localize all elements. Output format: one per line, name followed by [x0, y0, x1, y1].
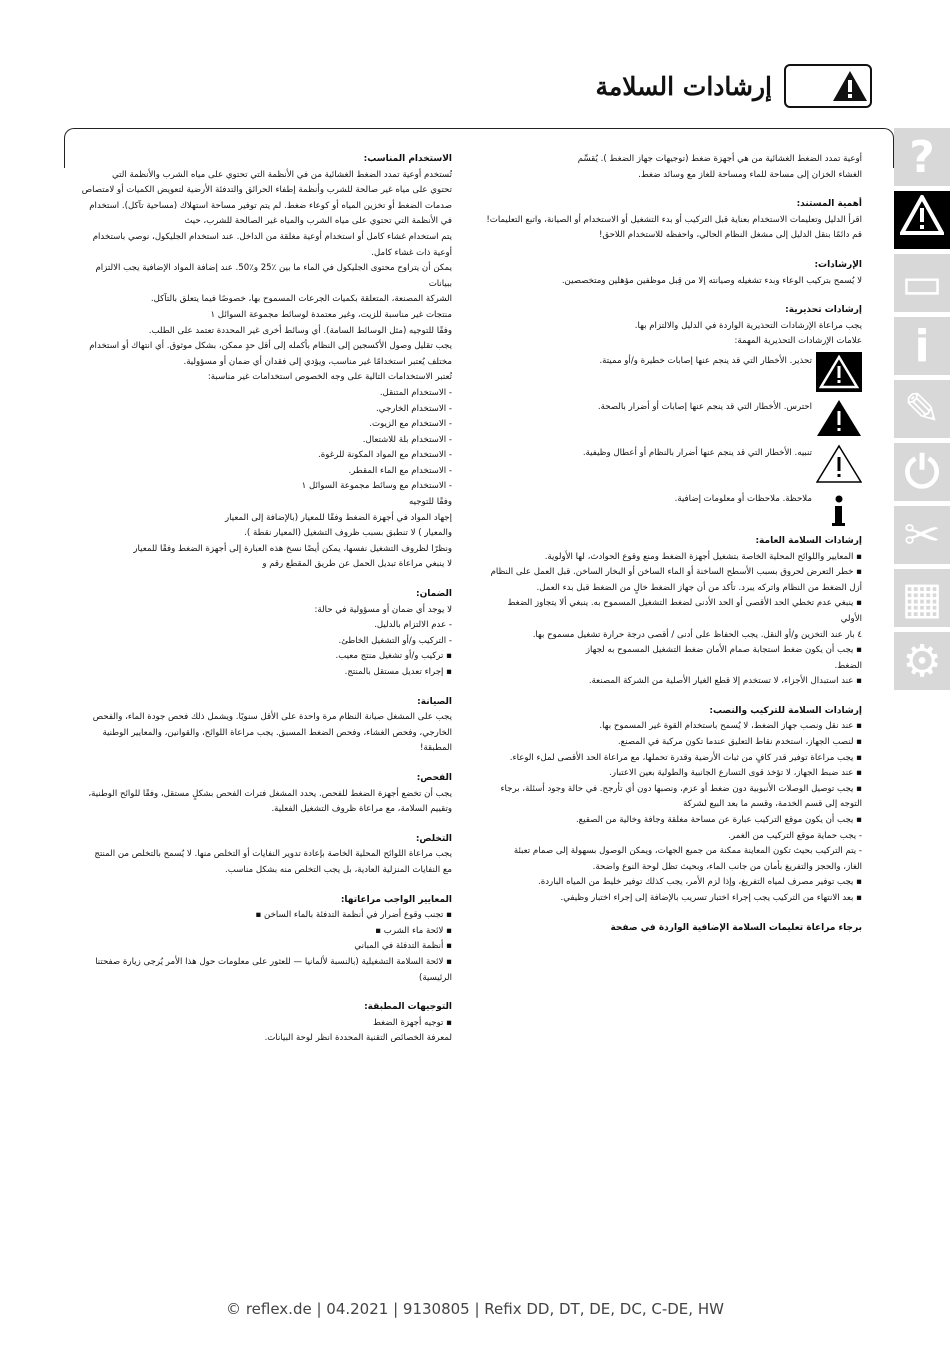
paragraph-line: الضغط.: [834, 660, 862, 671]
paragraph-line: ▪ لائحة السلامة التشغيلية (بالنسبة لألمانيا — للعثور على معلومات حول هذا الأمر يُرجى زيارة صفحتنا: [95, 956, 452, 967]
paragraph-line: ببيانات: [428, 278, 452, 289]
warning-legend-caution: [484, 396, 862, 442]
paragraph-line: ▪ عند استبدال الأجزاء، لا تستخدم إلا قطع الغيار الأصلية من الشركة المصنعة.: [588, 676, 862, 687]
chapter-tabs: [894, 128, 950, 695]
paragraph-line: يجب مراعاة اللوائح المحلية الخاصة بإعادة تدوير النفايات أو التخلص منها. لا يُسمح بالتخلص من المنتج: [94, 849, 452, 860]
paragraph-line: ▪ يجب توفير مصرف لمياه التفريغ، وإذا لزم الأمر، يجب كذلك توفير خليط من المياه الباردة.: [537, 877, 862, 888]
paragraph-line: - يجب حماية موقع التركيب من الغمر.: [728, 830, 862, 841]
intro-text: أوعية تمدد الضغط الغشائية من هي أجهزة ضغط (توجيهات جهاز الضغط ). يُقسِّم: [577, 154, 862, 164]
paragraph-line: الشركة المصنعة، المتعلقة بكميات الجرعات المسموح بها، خصوصًا فيما يتعلق بالتآكل.: [150, 294, 452, 305]
paragraph-line: - يتم التركيب بحيث تكون المعاينة ممكنة من جميع الجهات، ويمكن الوصول بسهولة إلى صمام تعبئة: [513, 846, 862, 857]
danger-icon: [816, 352, 862, 392]
intro-text: الغشاء الخزان إلى مساحة للماء ومساحة للغاز مع وسائد ضغط.: [638, 169, 862, 180]
page-footer: © reflex.de | 04.2021 | 9130805 | Refix DD, DT, DE, DC, C-DE, HW: [226, 1300, 724, 1318]
paragraph-line: في الأنظمة التي تحتوي على مياه الشرب والمياه غير الصالحة للشرب، حيث: [184, 216, 452, 227]
service-icon: ⚙: [902, 635, 942, 687]
paragraph-line: وفقًا للتوجيه: [409, 497, 452, 508]
tools-icon: ✂: [903, 509, 941, 561]
paragraph-line: وتقييم السلامة، مع مراعاة ظروف التشغيل الفعلية.: [271, 804, 452, 815]
warning-legend-danger: [484, 350, 862, 396]
legend-text: تنبيه. الأخطار التي قد ينجم عنها أضرار بالنظام أو أعطال وظيفية.: [582, 447, 812, 458]
paragraph-line: يجب أن تخضع أجهزة الضغط للفحص. يحدد المشغل فترات الفحص بشكلٍ مستقل، وفقًا للوائح الوطنية،: [88, 788, 452, 799]
paragraph-line: ▪ تجنب وقوع أضرار في أنظمة التدفئة بالماء الساخن ▪: [255, 910, 452, 921]
left-column: [74, 152, 452, 1047]
warning-icon: [900, 195, 944, 246]
section-heading: الاستخدام المناسب:: [363, 154, 452, 164]
paragraph-line: مختلف يُعتبر استخدامًا غير مناسب، ويؤدي إلى فقدان أي ضمان أو مسؤولية.: [183, 356, 452, 367]
paragraph-line: ▪ المعايير واللوائح المحلية الخاصة بتشغيل أجهزة الضغط ومنع وقوع الحوادث، لها الأولوية.: [544, 551, 862, 562]
paragraph-line: تحتوي على مياه غير صالحة للشرب وأنظمة إطفاء الحرائق والتدفئة الأرضية لتعويض الكميات أو لامتصاص: [81, 185, 452, 196]
paragraph-line: يتم استخدام غشاء كامل أو استخدام أوعية مغلقة من الداخل. عند استخدام الجليكول، نوصي باستخدام: [92, 231, 452, 242]
paragraph-line: - الاستخدام مع الزيوت.: [369, 419, 452, 430]
section-heading: إرشادات السلامة للتركيب والنصب:: [709, 705, 862, 716]
tab-maintenance[interactable]: [894, 506, 950, 564]
tab-install[interactable]: [894, 380, 950, 438]
paragraph-line: - عدم الالتزام بالدليل.: [374, 620, 452, 631]
tab-disposal[interactable]: [894, 569, 950, 627]
right-column: [484, 152, 862, 936]
section-heading: أهمية المستند:: [796, 199, 862, 210]
paragraph-line: الرئيسية): [419, 972, 452, 983]
paragraph-line: ▪ يجب أن يكون موقع التركيب عبارة عن مساحة مغلقة وجافة وخالية من الصقيع.: [575, 815, 862, 826]
paragraph-line: تُستخدم أوعية تمدد الضغط الغشائية من في الأنظمة التي تحتوي على مياه الشرب والأنظمة التي: [112, 169, 452, 180]
paragraph-line: مع النفايات المنزلية العادية، بل يجب التخلص منه بشكل مناسب.: [224, 864, 452, 875]
paragraph-line: تُعتبر الاستخدامات التالية على وجه الخصوص استخدامات غير مناسبة:: [207, 372, 452, 383]
paragraph-line: علامات الإرشادات التحذيرية المهمة:: [734, 336, 862, 347]
paragraph-line: - الاستخدام الخارجي.: [376, 403, 452, 414]
tab-help[interactable]: [894, 128, 950, 186]
legend-text: احترس. الأخطار التي قد ينجم عنها إصابات أو أضرار بالصحة.: [597, 401, 812, 412]
paragraph-line: ▪ عند نقل ونصب جهاز الضغط، لا يُسمح باستخدام القوة غير المسموح بها.: [599, 721, 862, 732]
paragraph-line: يجب على المشغل صيانة النظام مرة واحدة على الأقل سنويًا. ويشمل ذلك فحص جودة الماء، والفحص: [92, 712, 452, 723]
paragraph-line: - الاستخدام مع الماء المقطر.: [348, 465, 452, 476]
paragraph-line: ▪ لنصب الجهاز، استخدم نقاط التعليق عندما تكون مركبة في المصنع.: [617, 737, 862, 748]
tab-operation[interactable]: [894, 443, 950, 501]
page-title: إرشادات السلامة: [595, 72, 772, 101]
tab-service[interactable]: [894, 632, 950, 690]
warning-legend-notice: [484, 442, 862, 488]
paragraph-line: - الاستخدام بلة للاشتعال.: [362, 434, 452, 445]
paragraph-line: الخارجي، وفحص الغشاء، وفحص الضغط المسبق. يجب مراعاة اللوائح، والقوانين، والمعايير الوطنية: [102, 727, 452, 738]
section-heading: المعايير الواجب مراعاتها:: [340, 894, 452, 905]
section-heading: التخلص:: [415, 833, 452, 844]
paragraph-line: قم دائمًا بنقل الدليل إلى مشغل النظام الحالي، واحفظه للاستخدام اللاحق!: [598, 230, 862, 241]
paragraph-line: ▪ توجيه أجهزة الضغط: [372, 1017, 452, 1028]
tab-safety[interactable]: [894, 191, 950, 249]
tab-package[interactable]: [894, 254, 950, 312]
paragraph-line: ▪ بعد الانتهاء من التركيب يجب إجراء اختبار تسريب بالإضافة إلى إجراء اختبار وظيفي.: [560, 893, 862, 903]
paragraph-line: ▪ يجب توصيل الوصلات الأنبوبية دون ضغط أو عزم، ونصبها دون أي تأرجح. في حالة وجود أسئلة، برجاء: [500, 783, 862, 794]
paragraph-line: إجهاد المواد في أجهزة الضغط وفقًا للمعيار (بالإضافة إلى المعيار: [225, 512, 452, 523]
paragraph-line: ▪ عند ضبط الجهاز، لا تؤخذ قوى التسارع الجانبية والطولية بعين الاعتبار.: [609, 768, 862, 779]
paragraph-line: - الاستخدام مع المواد المكونة للرغوة.: [318, 450, 452, 461]
section-heading: إرشادات تحذيرية:: [785, 305, 862, 316]
question-icon: ?: [909, 131, 935, 183]
paragraph-line: المطبقة!: [419, 743, 452, 754]
info-i-icon: [816, 490, 862, 530]
wrench-icon: ✎: [903, 383, 941, 435]
paragraph-line: الغاز، والحجز والتفريغ بأمان من جانب الماء، وبحيث تظل لوحة النوع واضحة.: [592, 861, 862, 872]
power-icon: ⏻: [904, 446, 940, 498]
section-heading: الفحص:: [416, 772, 452, 783]
paragraph-line: أزل الضغط من النظام واتركه يبرد. تأكد من أن جهاز الضغط خالٍ من الضغط قبل بدء العمل.: [536, 582, 862, 593]
paragraph-line: اقرأ الدليل وتعليمات الاستخدام بعناية قبل التركيب أو بدء التشغيل أو الاستخدام أو الصيانة، واتبع التعليمات!: [486, 214, 862, 225]
paragraph-line: لا يُسمح بتركيب الوعاء وبدء تشغيله وصيانته إلا من قِبل موظفين مؤهلين ومتخصصين.: [561, 275, 862, 286]
legend-text: تحذير. الأخطار التي قد ينجم عنها إصابات خطيرة و/أو مميتة.: [599, 355, 812, 366]
paragraph-line: الأولي: [840, 613, 862, 624]
caution-icon: [816, 398, 862, 438]
paragraph-line: لمعرفة الخصائص التقنية المحددة انظر لوحة البيانات.: [264, 1033, 452, 1044]
paragraph-line: ونظرًا لظروف التشغيل نفسها، يمكن أيضًا نسخ هذه العبارة إلى أجهزة الضغط وفقًا للمعيار: [133, 543, 452, 554]
paragraph-line: ▪ خطر التعرض لحروق بسبب الأسطح الساخنة أو الماء الساخن أو البخار الساخن. قبل العمل على النظام: [490, 567, 862, 578]
paragraph-line: وفقًا للتوجيه (مثل الوسائط السامة). أي وسائط أخرى غير المحددة تعتمد على الطلب.: [148, 325, 452, 336]
notice-icon: [816, 444, 862, 484]
paragraph-line: - الاستخدام مع وسائط مجموعة السوائل ١: [301, 481, 452, 492]
paragraph-line: منتجات غير مناسبة للزيت، وغير معتمدة لوسائط مجموعة السوائل ١: [210, 309, 452, 320]
paragraph-line: لا يوجد أي ضمان أو مسؤولية في حالة:: [314, 604, 452, 615]
paragraph-line: ▪ لائحة ماء الشرب ▪: [375, 925, 452, 936]
paragraph-line: - التركيب و/أو التشغيل الخاطئ.: [338, 635, 452, 646]
paragraph-line: التوجه إلى قسم الخدمة، وقسم ما بعد البيع لشركة: [683, 799, 862, 810]
paragraph-line: - الاستخدام المتنقل.: [379, 387, 452, 398]
legend-text: ملاحظة. ملاحظات أو معلومات إضافية.: [674, 493, 812, 504]
section-heading: التوجيهات المطبقة:: [364, 1002, 452, 1013]
section-heading: الإرشادات:: [814, 259, 862, 270]
paragraph-line: ▪ يجب مراعاة توفير قدر كافٍ من ثبات الأرضية وقدرة تحملها، مع مراعاة الحد الأقصى لملء الوعاء.: [509, 752, 862, 763]
section-heading: إرشادات السلامة العامة:: [755, 535, 862, 546]
tab-info[interactable]: [894, 317, 950, 375]
paragraph-line: والمعيار ) لا تنطبق بسبب ظروف التشغيل (المعيار نقطة ).: [244, 528, 452, 539]
paragraph-line: ▪ إجراء تعديل مستقل بالمنتج.: [344, 667, 452, 677]
paragraph-line: أوعية ذات غشاء كامل.: [371, 247, 452, 258]
warning-triangle-icon: [832, 70, 868, 102]
bin-icon: ▦: [901, 572, 943, 624]
paragraph-line: ▪ ينبغي عدم تخطي الحد الأقصى أو الحد الأدنى لضغط التشغيل المسموح به. ينبغي ألا يتجاوز الضغط: [507, 598, 862, 609]
section-heading: الصيانة:: [417, 696, 452, 707]
paragraph-line: ٤ بار عند التخزين و/أو النقل. يجب الحفاظ على أدنى / أقصى درجة حرارة تشغيل مسموح بها.: [532, 629, 862, 640]
paragraph-line: ▪ تركيب و/أو تشغيل منتج معيب.: [335, 651, 452, 662]
warning-legend-note: [484, 488, 862, 534]
paragraph-line: يجب تقليل وصول الأكسجين إلى النظام بأكمله إلى أقل حدٍ ممكن، بشكل موثوق. أي انتهاك أو استخدام: [89, 341, 452, 352]
paragraph-line: لا ينبغي مراعاة تبديل الحمل عن طريق المقطع رقم و: [262, 559, 452, 570]
box-icon: ▭: [901, 257, 943, 309]
paragraph-line: يجب مراعاة الإرشادات التحذيرية الواردة في الدليل والالتزام بها.: [634, 320, 862, 331]
paragraph-line: صدمات الضغط أو تخزين المياه أو كوعاء ضغط. لم يتم توفير مساحة استهلاك (مساحية تآكل). استخدام: [89, 200, 452, 211]
paragraph-line: ▪ يجب أن يكون ضغط استجابة صمام الأمان ضغط التشغيل المسموح به لجهاز: [585, 645, 862, 656]
section-heading: الضمان:: [415, 589, 452, 600]
info-icon: i: [914, 320, 930, 372]
closing-note: برجاء مراعاة تعليمات السلامة الإضافية الواردة في صفحة: [610, 922, 862, 933]
paragraph-line: يمكن أن يتراوح محتوى الجليكول في الماء ما بين ٪25 و٪50. عند إضافة المواد الإضافية يجب الالتزام: [95, 263, 452, 274]
paragraph-line: ▪ أنظمة التدفئة في المباني: [354, 941, 452, 952]
